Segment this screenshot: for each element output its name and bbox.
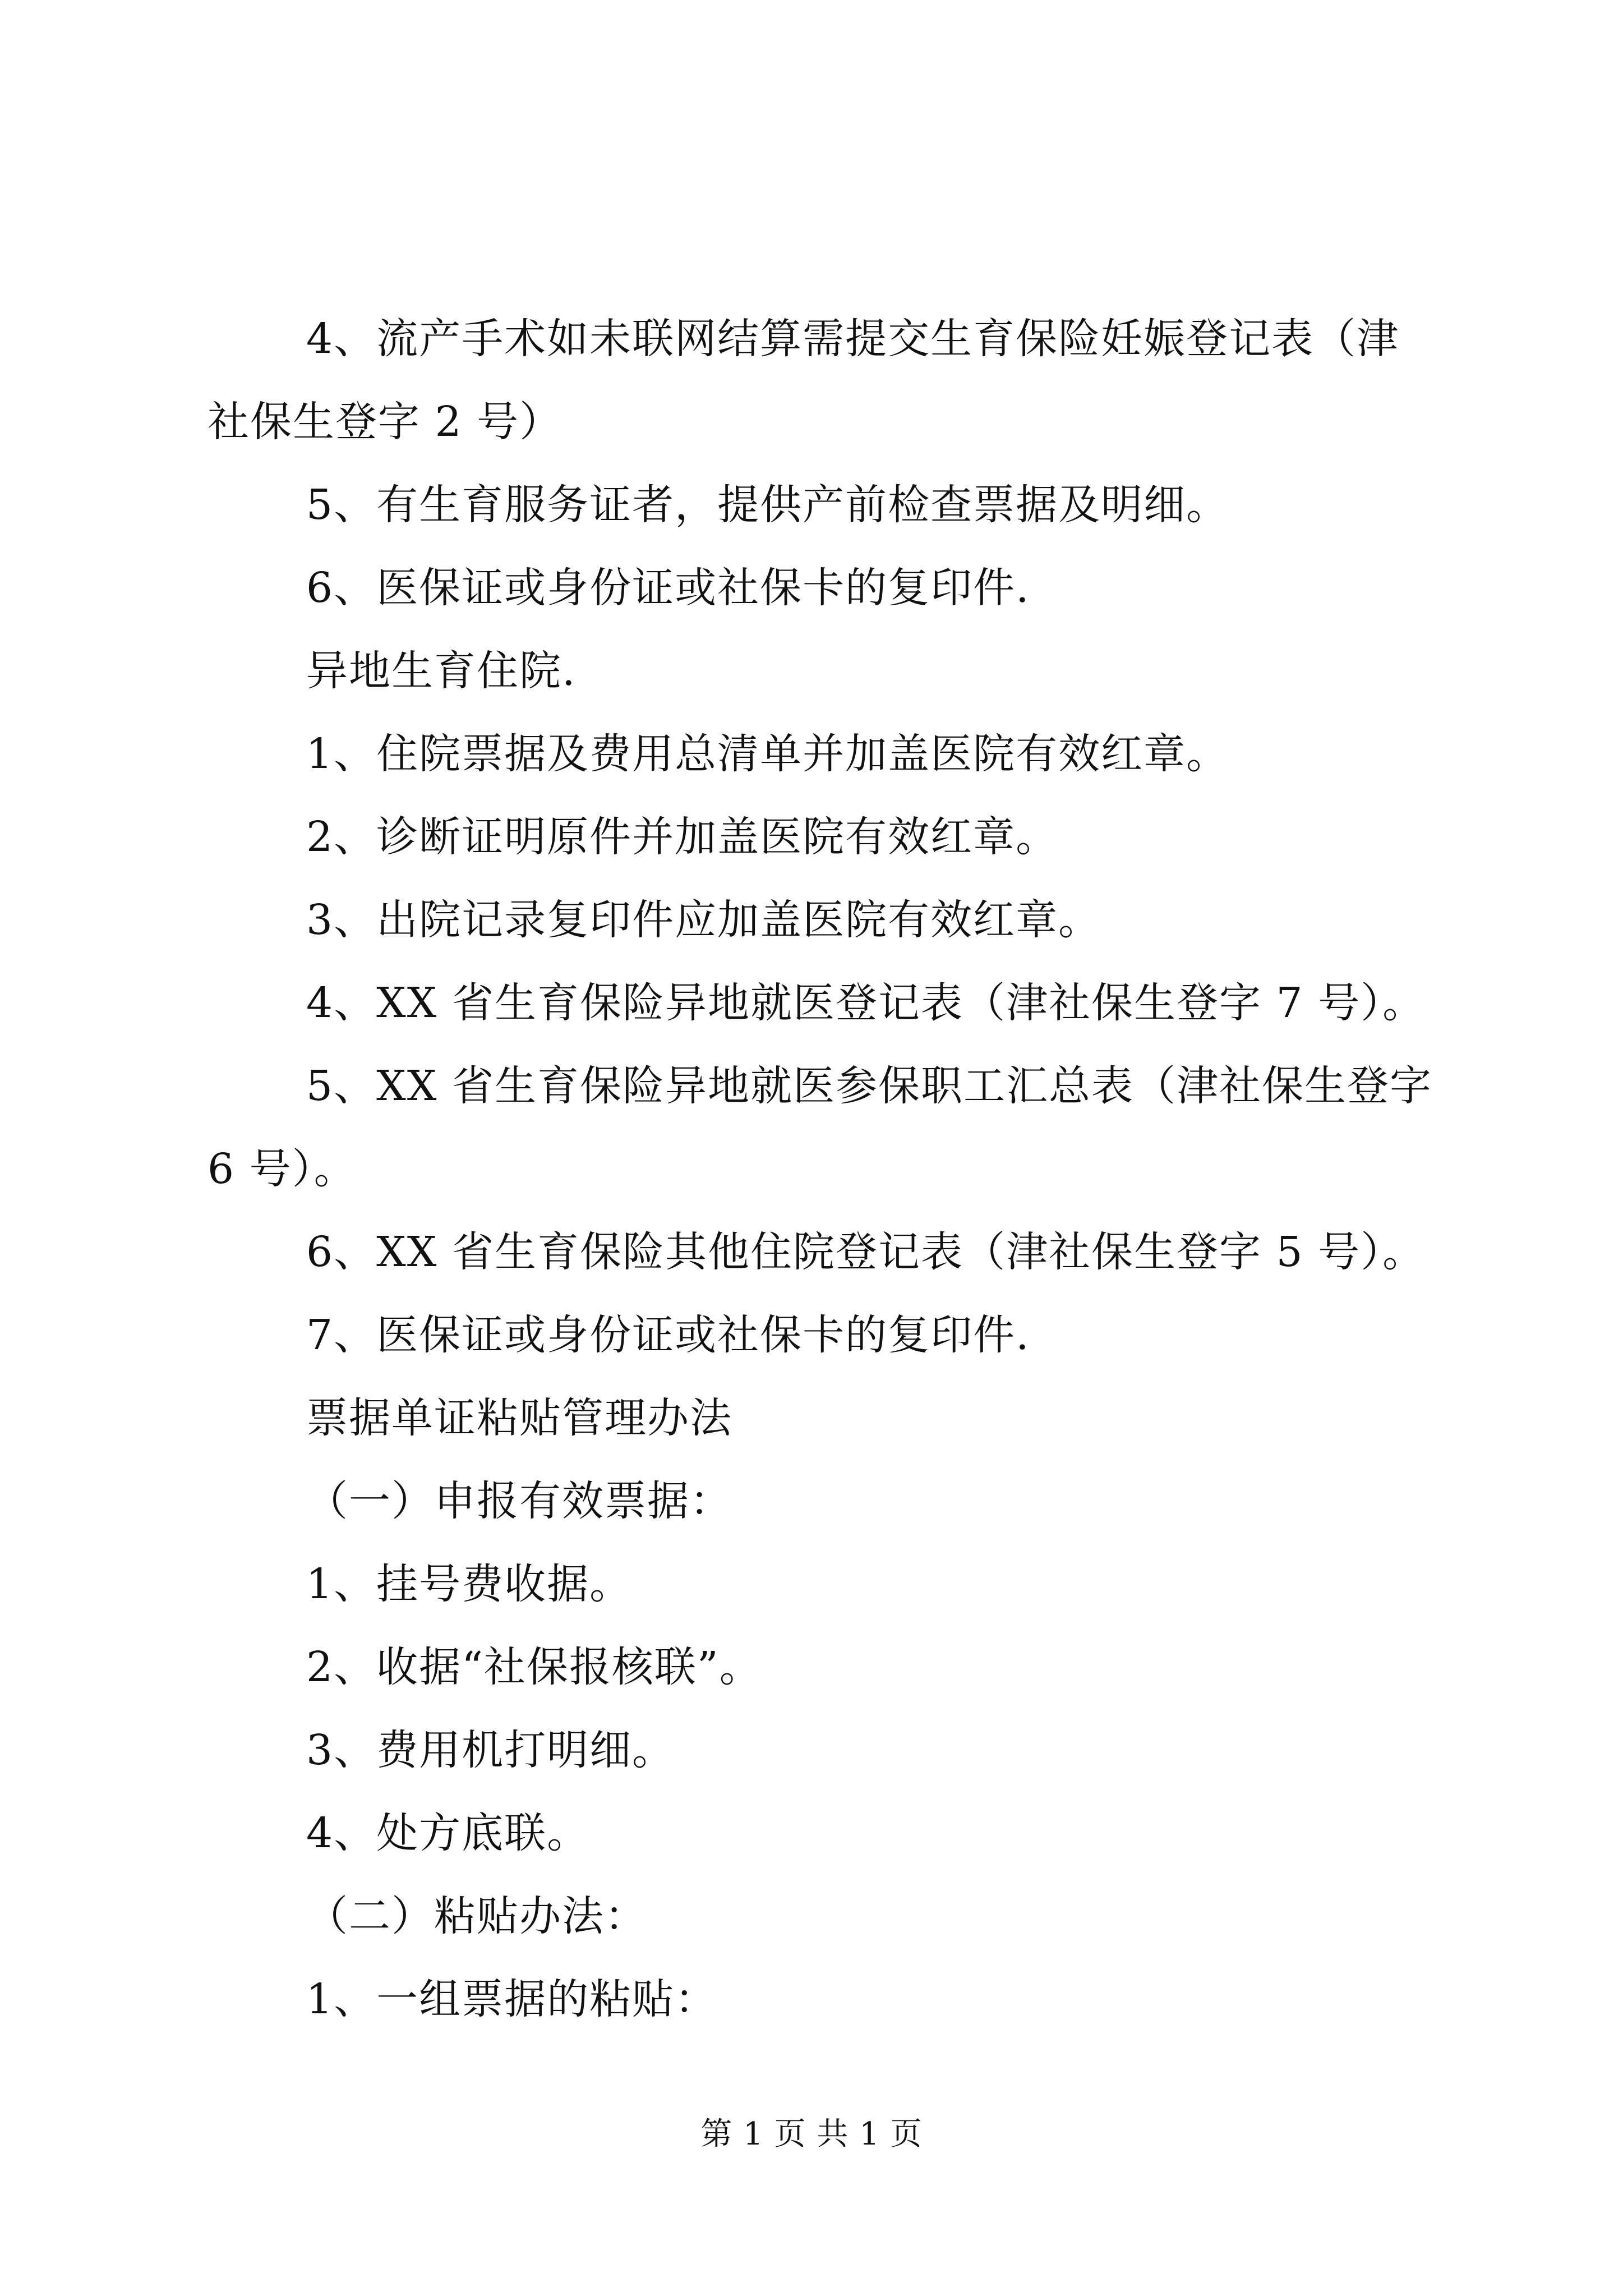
list-item-remote-registration: 4、XX 省生育保险异地就医登记表（津社保生登字 7 号）。 [306,979,1426,1027]
subsection-heading-pasting-method: （二）粘贴办法： [306,1892,647,1940]
list-item-remote-summary: 5、XX 省生育保险异地就医参保职工汇总表（津社保生登字 [306,1062,1432,1110]
list-item-discharge-record: 3、出院记录复印件应加盖医院有效红章。 [306,896,1101,944]
list-item-hospital-bills: 1、住院票据及费用总清单并加盖医院有效红章。 [306,730,1229,778]
section-heading-receipt-management: 票据单证粘贴管理办法 [306,1394,732,1442]
list-item-receipt-group-pasting: 1、一组票据的粘贴： [306,1975,718,2023]
section-heading-remote-hospitalization: 异地生育住院. [306,647,577,695]
list-item-printed-details: 3、费用机打明细。 [306,1726,675,1774]
list-item-id-copy: 6、医保证或身份证或社保卡的复印件. [306,564,1030,612]
page-footer: 第 1 页 共 1 页 [700,2116,923,2152]
list-item-registration-receipt: 1、挂号费收据。 [306,1560,633,1608]
list-item-maternity-abortion-cont: 社保生登字 2 号） [208,398,562,446]
document-body [208,297,1430,2041]
list-item-maternity-abortion: 4、流产手术如未联网结算需提交生育保险妊娠登记表（津 [306,315,1400,363]
list-item-diagnosis-cert: 2、诊断证明原件并加盖医院有效红章。 [306,813,1059,861]
subsection-heading-valid-receipts: （一）申报有效票据： [306,1477,732,1525]
list-item-other-hospitalization: 6、XX 省生育保险其他住院登记表（津社保生登字 5 号）。 [306,1228,1426,1276]
list-item-social-security-copy: 2、收据“社保报核联”。 [306,1643,762,1691]
list-item-prescription-stub: 4、处方底联。 [306,1809,590,1857]
list-item-id-copy-2: 7、医保证或身份证或社保卡的复印件. [306,1311,1030,1359]
list-item-remote-summary-cont: 6 号）。 [208,1145,357,1193]
list-item-birth-service-cert: 5、有生育服务证者，提供产前检查票据及明细。 [306,481,1229,529]
